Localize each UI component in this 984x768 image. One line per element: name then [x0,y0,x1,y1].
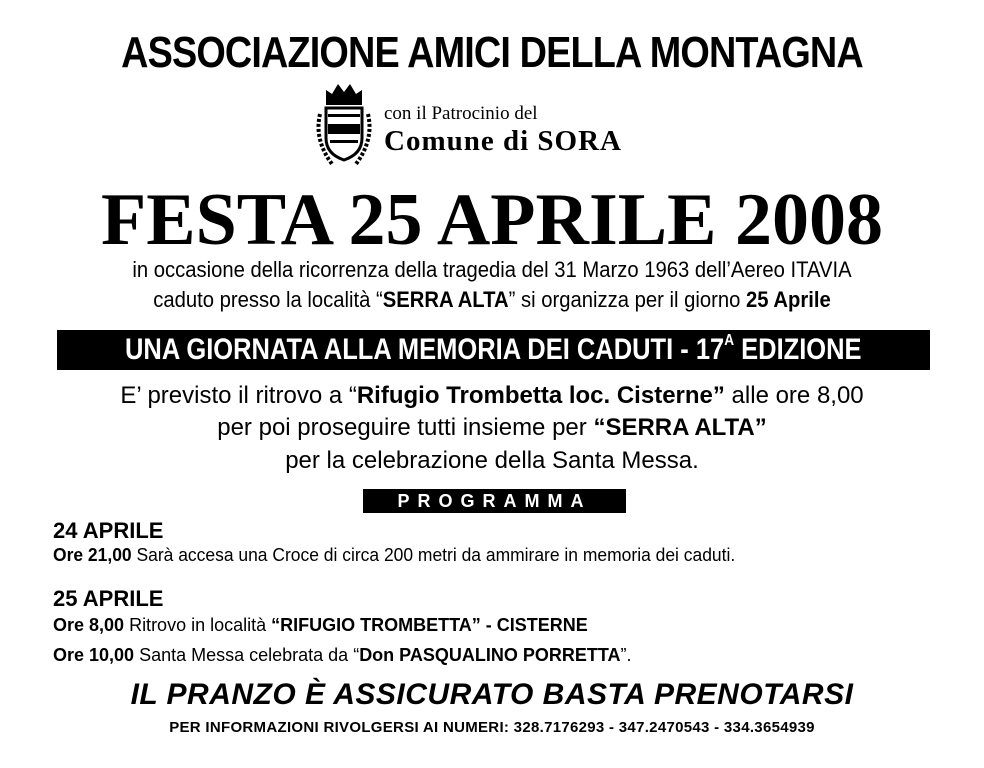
patronage-line: con il Patrocinio del [384,103,538,124]
schedule-day-1: 24 APRILE [53,518,164,543]
programma-label: PROGRAMMA [363,489,626,513]
municipal-crest-icon [312,80,376,170]
schedule-event: Ore 21,00 Sarà accesa una Croce di circa 200 metri da ammirare in memoria dei caduti. [53,545,736,565]
schedule-day-2: 25 APRILE [53,586,164,611]
organizer-title: ASSOCIAZIONE AMICI DELLA MONTAGNA [121,28,863,77]
schedule-event: Ore 8,00 Ritrovo in località “RIFUGIO TROMBETTA” - CISTERNE [53,615,588,635]
municipality-name: Comune di SORA [384,125,622,157]
intro-line-1: in occasione della ricorrenza della tragedia del 31 Marzo 1963 dell’Aereo ITAVIA [132,257,852,282]
lunch-notice: IL PRANZO È ASSICURATO BASTA PRENOTARSI [130,678,854,711]
contact-info: PER INFORMAZIONI RIVOLGERSI AI NUMERI: 328.7176293 - 347.2470543 - 334.3654939 [169,719,815,736]
event-title: FESTA 25 APRILE 2008 [101,179,883,261]
intro-line-2: caduto presso la località “SERRA ALTA” si organizza per il giorno 25 Aprile [153,287,831,312]
meeting-line-2: per poi proseguire tutti insieme per “SERRA ALTA” [217,414,767,441]
meeting-line-3: per la celebrazione della Santa Messa. [285,447,699,474]
meeting-line-1: E’ previsto il ritrovo a “Rifugio Trombetta loc. Cisterne” alle ore 8,00 [120,382,864,409]
schedule-event: Ore 10,00 Santa Messa celebrata da “Don PASQUALINO PORRETTA”. [53,645,632,665]
edition-banner: UNA GIORNATA ALLA MEMORIA DEI CADUTI - $17^A$ EDIZIONE [57,330,930,370]
